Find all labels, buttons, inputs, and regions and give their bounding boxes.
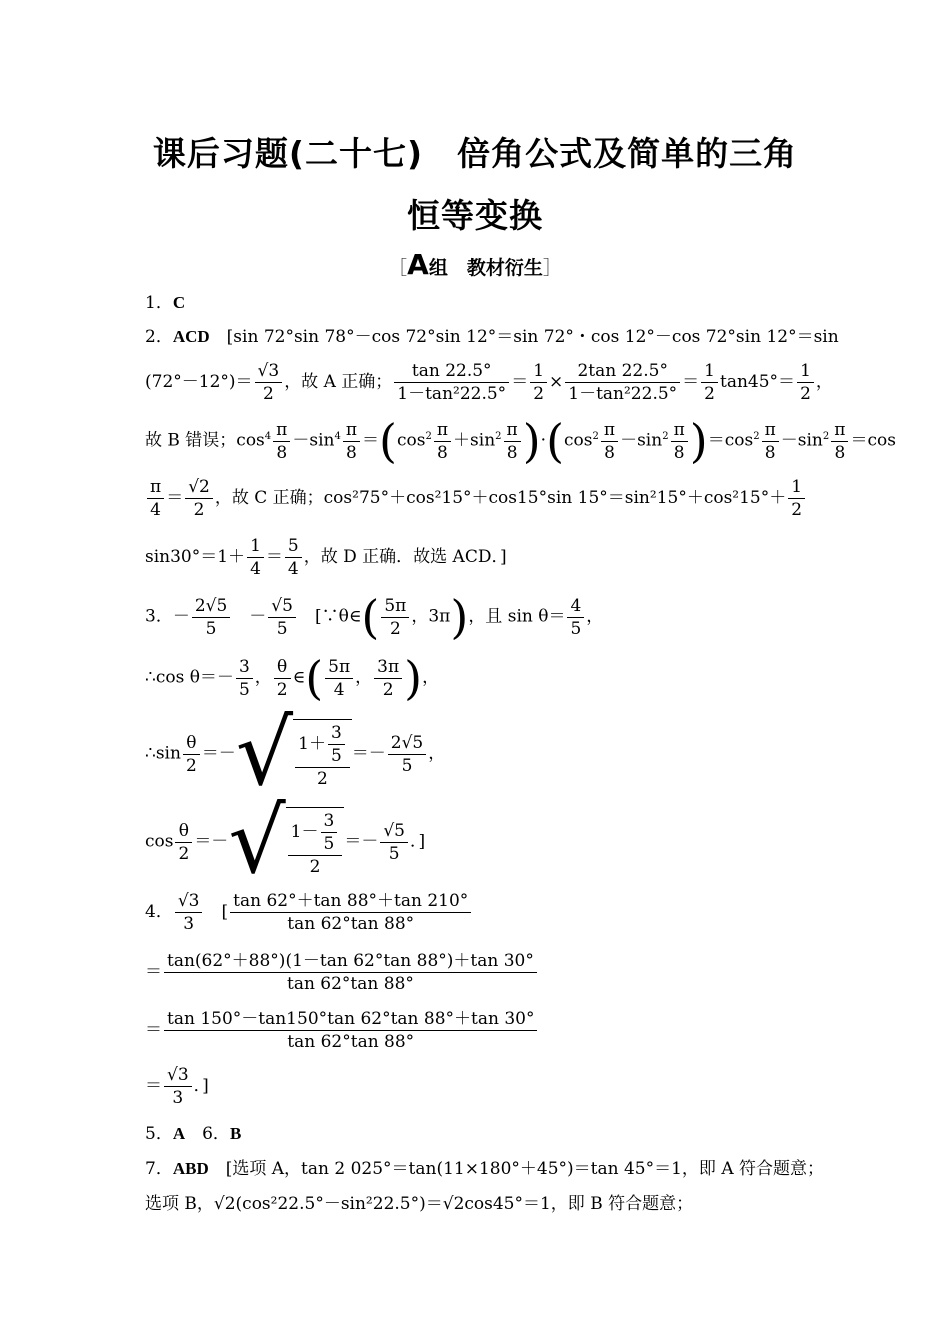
fraction: $\frac{1}{2}$	[701, 360, 718, 405]
fraction: $\frac{√3}{3}$	[175, 890, 203, 935]
solution-line: ＝ $\frac{√3}{3}$ ．]	[145, 1065, 209, 1108]
solution-line: ∴sin $\frac{\theta}{2}$ ＝－√ 1＋ $\frac{3}{5}$ 2 ＝－ $\frac{2√5}{5}$ ，	[145, 701, 446, 806]
fraction: $\frac{\pi}{8}$	[343, 419, 360, 464]
group-heading	[0, 248, 950, 281]
bracket-open: ［	[388, 257, 408, 279]
fraction: $\frac{\pi}{8}$	[671, 419, 688, 464]
fraction: $\frac{4}{5}$	[567, 595, 584, 640]
fraction: $\frac{\pi}{8}$	[762, 419, 779, 464]
answer-3: 3．－ $\frac{2√5}{5}$ － $\frac{√5}{5}$ [∵θ∈( $\frac{5\pi}{2}$ ，3π)，且 sin θ＝ $\frac{4}{5}$ ，	[145, 590, 604, 644]
solution-line: cos $\frac{\theta}{2}$ ＝－√ 1－ $\frac{3}{5}$ 2 ＝－ $\frac{√5}{5}$ ．]	[145, 789, 426, 894]
page-title-line1: 课后习题(二十七) 倍角公式及简单的三角	[152, 134, 798, 173]
fraction: $\frac{5\pi}{4}$	[325, 656, 353, 701]
solution-line: sin30°＝1＋ $\frac{1}{4}$ ＝ $\frac{5}{4}$ ，故 D 正确．故选 ACD．]	[145, 536, 507, 579]
solution-line: ＝ $\frac{\tan(62^\circ+88^\circ)(1-\tan 62^\circ\tan 88^\circ)+\tan 30^\circ}{\tan 62^\circ\tan 88^\circ}$	[145, 950, 539, 995]
fraction: $\frac{\pi}{8}$	[831, 419, 848, 464]
text: ，故 A 正确；	[284, 372, 393, 392]
fraction: $\frac{\pi}{4}$	[147, 476, 164, 521]
fraction: $\frac{5\pi}{2}$	[381, 595, 409, 640]
fraction: $\frac{\theta}{2}$	[175, 820, 192, 865]
answer-5-6: 5．A 6．B	[145, 1124, 242, 1144]
fraction: $\frac{1}{2}$	[530, 360, 547, 405]
fraction: $\frac{\pi}{8}$	[434, 419, 451, 464]
fraction: $\frac{5}{4}$	[285, 535, 302, 580]
fraction: $\frac{√2}{2}$	[185, 476, 213, 521]
radical-sign: √	[228, 789, 286, 894]
answer: C	[172, 293, 186, 312]
paren-right: )	[689, 414, 708, 468]
fraction: $\frac{2\tan 22.5^\circ}{\text{1－tan²22.5°}}$	[565, 360, 680, 405]
fraction: $\frac{\pi}{8}$	[601, 419, 618, 464]
solution-text: [sin 72°sin 78°－cos 72°sin 12°＝sin 72°・cos 12°－cos 72°sin 12°＝sin	[209, 327, 839, 347]
answer-4: 4． $\frac{√3}{3}$ [ $\frac{\tan 62^\circ+\tan 88^\circ+\tan 210^\circ}{\tan 62^\circ\tan 88^\circ}$	[145, 890, 473, 935]
fraction: $\frac{1}{4}$	[247, 535, 264, 580]
page-title-line2: 恒等变换	[407, 196, 543, 235]
group-text: 组 教材衍生	[428, 257, 543, 279]
solution-line: 故 B 错误；$\cos^4$ $\frac{\pi}{8}$ $-\sin^4$ $\frac{\pi}{8}$ $=(\cos^2$ $\frac{\pi}{8}$ $+\sin^2$ $\frac{\pi}{8}$ )$\cdot(\cos^2$ $\frac{\pi}{8}$ $-\sin^2$ $\frac{\pi}{8}$ )$=\cos^2$ $\frac{\pi}{8}$ $-\sin^2$ $\frac{\pi}{8}$ ＝cos	[145, 414, 896, 468]
answer-2	[145, 325, 839, 349]
fraction: $\frac{\theta}{2}$	[183, 732, 200, 777]
solution-line: ∴cos θ＝－ $\frac{3}{5}$ ， $\frac{\theta}{2}$ ∈( $\frac{5\pi}{4}$ ， $\frac{3\pi}{2}$ )，	[145, 651, 440, 705]
solution-line: $\frac{\pi}{4}$ ＝ $\frac{√2}{2}$ ，故 C 正确；cos²75°＋cos²15°＋cos15°sin 15°＝sin²15°＋cos²15°＋ $\frac{1}{2}$	[145, 476, 807, 521]
paren-left: (	[379, 414, 397, 468]
fraction: $\frac{3}{5}$	[236, 656, 253, 701]
fraction: $\frac{√3}{3}$	[164, 1064, 192, 1109]
radicand	[286, 807, 345, 878]
fraction: $\frac{\pi}{8}$	[504, 419, 521, 464]
group-letter: A	[407, 248, 429, 281]
fraction: $\frac{√5}{5}$	[380, 820, 408, 865]
answer: ACD	[172, 327, 210, 346]
fraction: $\frac{1}{2}$	[797, 360, 814, 405]
solution-line: (72°－12°)＝ $\frac{√3}{2}$ ，故 A 正确； $\frac{\tan 22.5^\circ}{\text{1－tan²22.5°}}$ ＝ $\frac{1}{2}$ × $\frac{2\tan 22.5^\circ}{\text{1－tan²22.5°}}$ ＝ $\frac{1}{2}$ tan45°＝ $\frac{1}{2}$ ，	[145, 361, 833, 404]
fraction: 1＋ $\frac{3}{5}$ 2	[295, 722, 350, 790]
fraction: $\frac{\tan 22.5^\circ}{\text{1－tan²22.5°}}$	[394, 360, 509, 405]
answer-1	[145, 291, 185, 315]
q-number: 2．	[145, 327, 173, 347]
fraction: $\frac{√3}{2}$	[255, 360, 283, 405]
paren-left: (	[546, 414, 565, 468]
fraction: $\frac{\pi}{8}$	[273, 419, 290, 464]
fraction: $\frac{3\pi}{2}$	[374, 656, 402, 701]
fraction: $\frac{1}{2}$	[788, 476, 805, 521]
fraction: $\frac{2√5}{5}$	[388, 732, 426, 777]
fraction: $\frac{√5}{5}$	[268, 595, 296, 640]
paren-right: )	[522, 414, 541, 468]
bracket-close: ］	[542, 257, 562, 279]
fraction: 1－ $\frac{3}{5}$ 2	[288, 810, 343, 878]
fraction: $\frac{2√5}{5}$	[192, 595, 230, 640]
answer-7: 7．ABD [选项 A，tan 2 025°＝tan(11×180°＋45°)＝tan 45°＝1，即 A 符合题意；	[145, 1159, 825, 1179]
solution-line: ＝ $\frac{\tan 150^\circ-\tan 150^\circ\tan 62^\circ\tan 88^\circ+\tan 30^\circ}{\tan 62^\circ\tan 88^\circ}$	[145, 1008, 539, 1053]
q-number: 1．	[145, 293, 173, 313]
text: (72°－12°)＝	[145, 372, 253, 392]
fraction: $\frac{\theta}{2}$	[274, 656, 291, 701]
fraction: $\frac{\tan 150^\circ-\tan 150^\circ\tan 62^\circ\tan 88^\circ+\tan 30^\circ}{\tan 62^\circ\tan 88^\circ}$	[164, 1008, 537, 1053]
fraction: $\frac{\tan 62^\circ+\tan 88^\circ+\tan 210^\circ}{\tan 62^\circ\tan 88^\circ}$	[230, 890, 471, 935]
fraction: $\frac{\tan(62^\circ+88^\circ)(1-\tan 62^\circ\tan 88^\circ)+\tan 30^\circ}{\tan 62^\circ\tan 88^\circ}$	[164, 950, 537, 995]
radical-sign: √	[235, 701, 294, 806]
radicand	[293, 719, 352, 790]
solution-line: 选项 B，√2(cos²22.5°－sin²22.5°)＝√2cos45°＝1，即 B 符合题意；	[145, 1194, 694, 1214]
